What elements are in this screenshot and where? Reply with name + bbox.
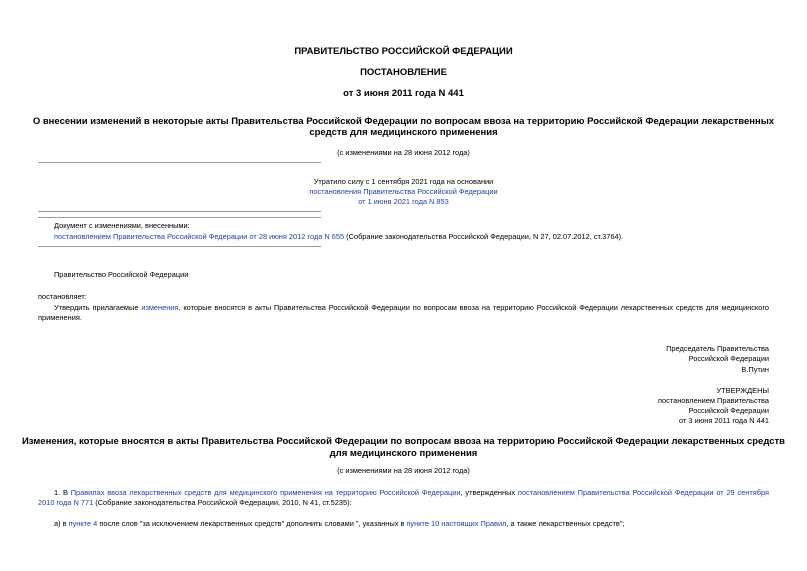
approve-rest: , которые вносятся в акты Правительства Российской Федерации по вопросам ввоза на территорию Российской Федерации лекарственных средств для медицинского применения.	[38, 303, 769, 322]
approved-by: постановлением Правительства	[658, 396, 769, 405]
changes-title-line-1: Изменения, которые вносятся в акты Правительства Российской Федерации по вопросам ввоза на территорию Российской Федерации лекарственных средств	[21, 436, 786, 447]
divider	[38, 162, 321, 163]
divider	[38, 211, 321, 212]
amendment-decree-link[interactable]: постановлением Правительства Российской Федерации от 28 июня 2012 года N 655	[54, 232, 345, 241]
item-a-mid: после слов "за исключением лекарственных средств" дополнить словами ", указанных в	[97, 519, 407, 528]
item-a-paragraph	[54, 519, 625, 529]
document-title-line-1: О внесении изменений в некоторые акты Правительства Российской Федерации по вопросам ввоза на территорию Российской Федерации лекарственных	[32, 116, 775, 127]
divider	[38, 217, 321, 218]
changes-link[interactable]: изменения	[141, 303, 179, 312]
amended-note: (с изменениями на 28 июня 2012 года)	[337, 148, 470, 157]
signature-org: Российской Федерации	[688, 354, 769, 363]
document-title-line-2: средств для медицинского применения	[309, 127, 498, 138]
issuer-text: Правительство Российской Федерации	[54, 270, 189, 279]
decrees-text: постановляет:	[38, 292, 87, 301]
decree-771-link[interactable]: постановлением Правительства Российской Федерации от 29 сентября 2010 года N 771	[38, 488, 770, 507]
item-a-prefix: а) в	[54, 519, 69, 528]
divider	[38, 246, 321, 247]
signature-name: В.Путин	[741, 365, 769, 374]
expired-basis-link-date[interactable]: от 1 июня 2021 года N 853	[358, 197, 449, 206]
item-1-rest: (Собрание законодательства Российской Федерации, 2010, N 41, ст.5235):	[93, 498, 352, 507]
item-a-rest: , а также лекарственных средств";	[506, 519, 625, 528]
import-rules-link[interactable]: Правилах ввоза лекарственных средств для медицинского применения на территорию Российской Федерации	[70, 488, 461, 497]
government-heading: ПРАВИТЕЛЬСТВО РОССИЙСКОЙ ФЕДЕРАЦИИ	[294, 46, 513, 57]
point-4-link[interactable]: пункте 4	[68, 519, 98, 528]
item-1-mid: , утвержденных	[460, 488, 518, 497]
amendments-label: Документ с изменениями, внесенными:	[54, 221, 190, 230]
expired-note: Утратило силу с 1 сентября 2021 года на основании	[313, 177, 494, 186]
item-1-paragraph	[38, 488, 769, 508]
signature-title: Председатель Правительства	[666, 344, 769, 353]
approved-org: Российской Федерации	[688, 406, 769, 415]
amendments-line	[54, 232, 623, 242]
approved-date: от 3 июня 2011 года N 441	[679, 416, 769, 425]
amendment-source: (Собрание законодательства Российской Федерации, N 27, 02.07.2012, ст.3764).	[344, 232, 624, 241]
document-date-number: от 3 июня 2011 года N 441	[343, 88, 464, 99]
changes-amended-note: (с изменениями на 28 июня 2012 года)	[337, 466, 470, 475]
point-10-link[interactable]: пункте 10 настоящих Правил	[406, 519, 507, 528]
approve-paragraph	[38, 303, 769, 323]
expired-basis-link[interactable]: постановления Правительства Российской Федерации	[309, 187, 498, 196]
changes-title-line-2: для медицинского применения	[329, 448, 478, 459]
approve-prefix: Утвердить прилагаемые	[54, 303, 142, 312]
document-type-heading: ПОСТАНОВЛЕНИЕ	[360, 67, 447, 78]
approved-heading: УТВЕРЖДЕНЫ	[716, 386, 769, 395]
item-1-prefix: 1. В	[54, 488, 71, 497]
